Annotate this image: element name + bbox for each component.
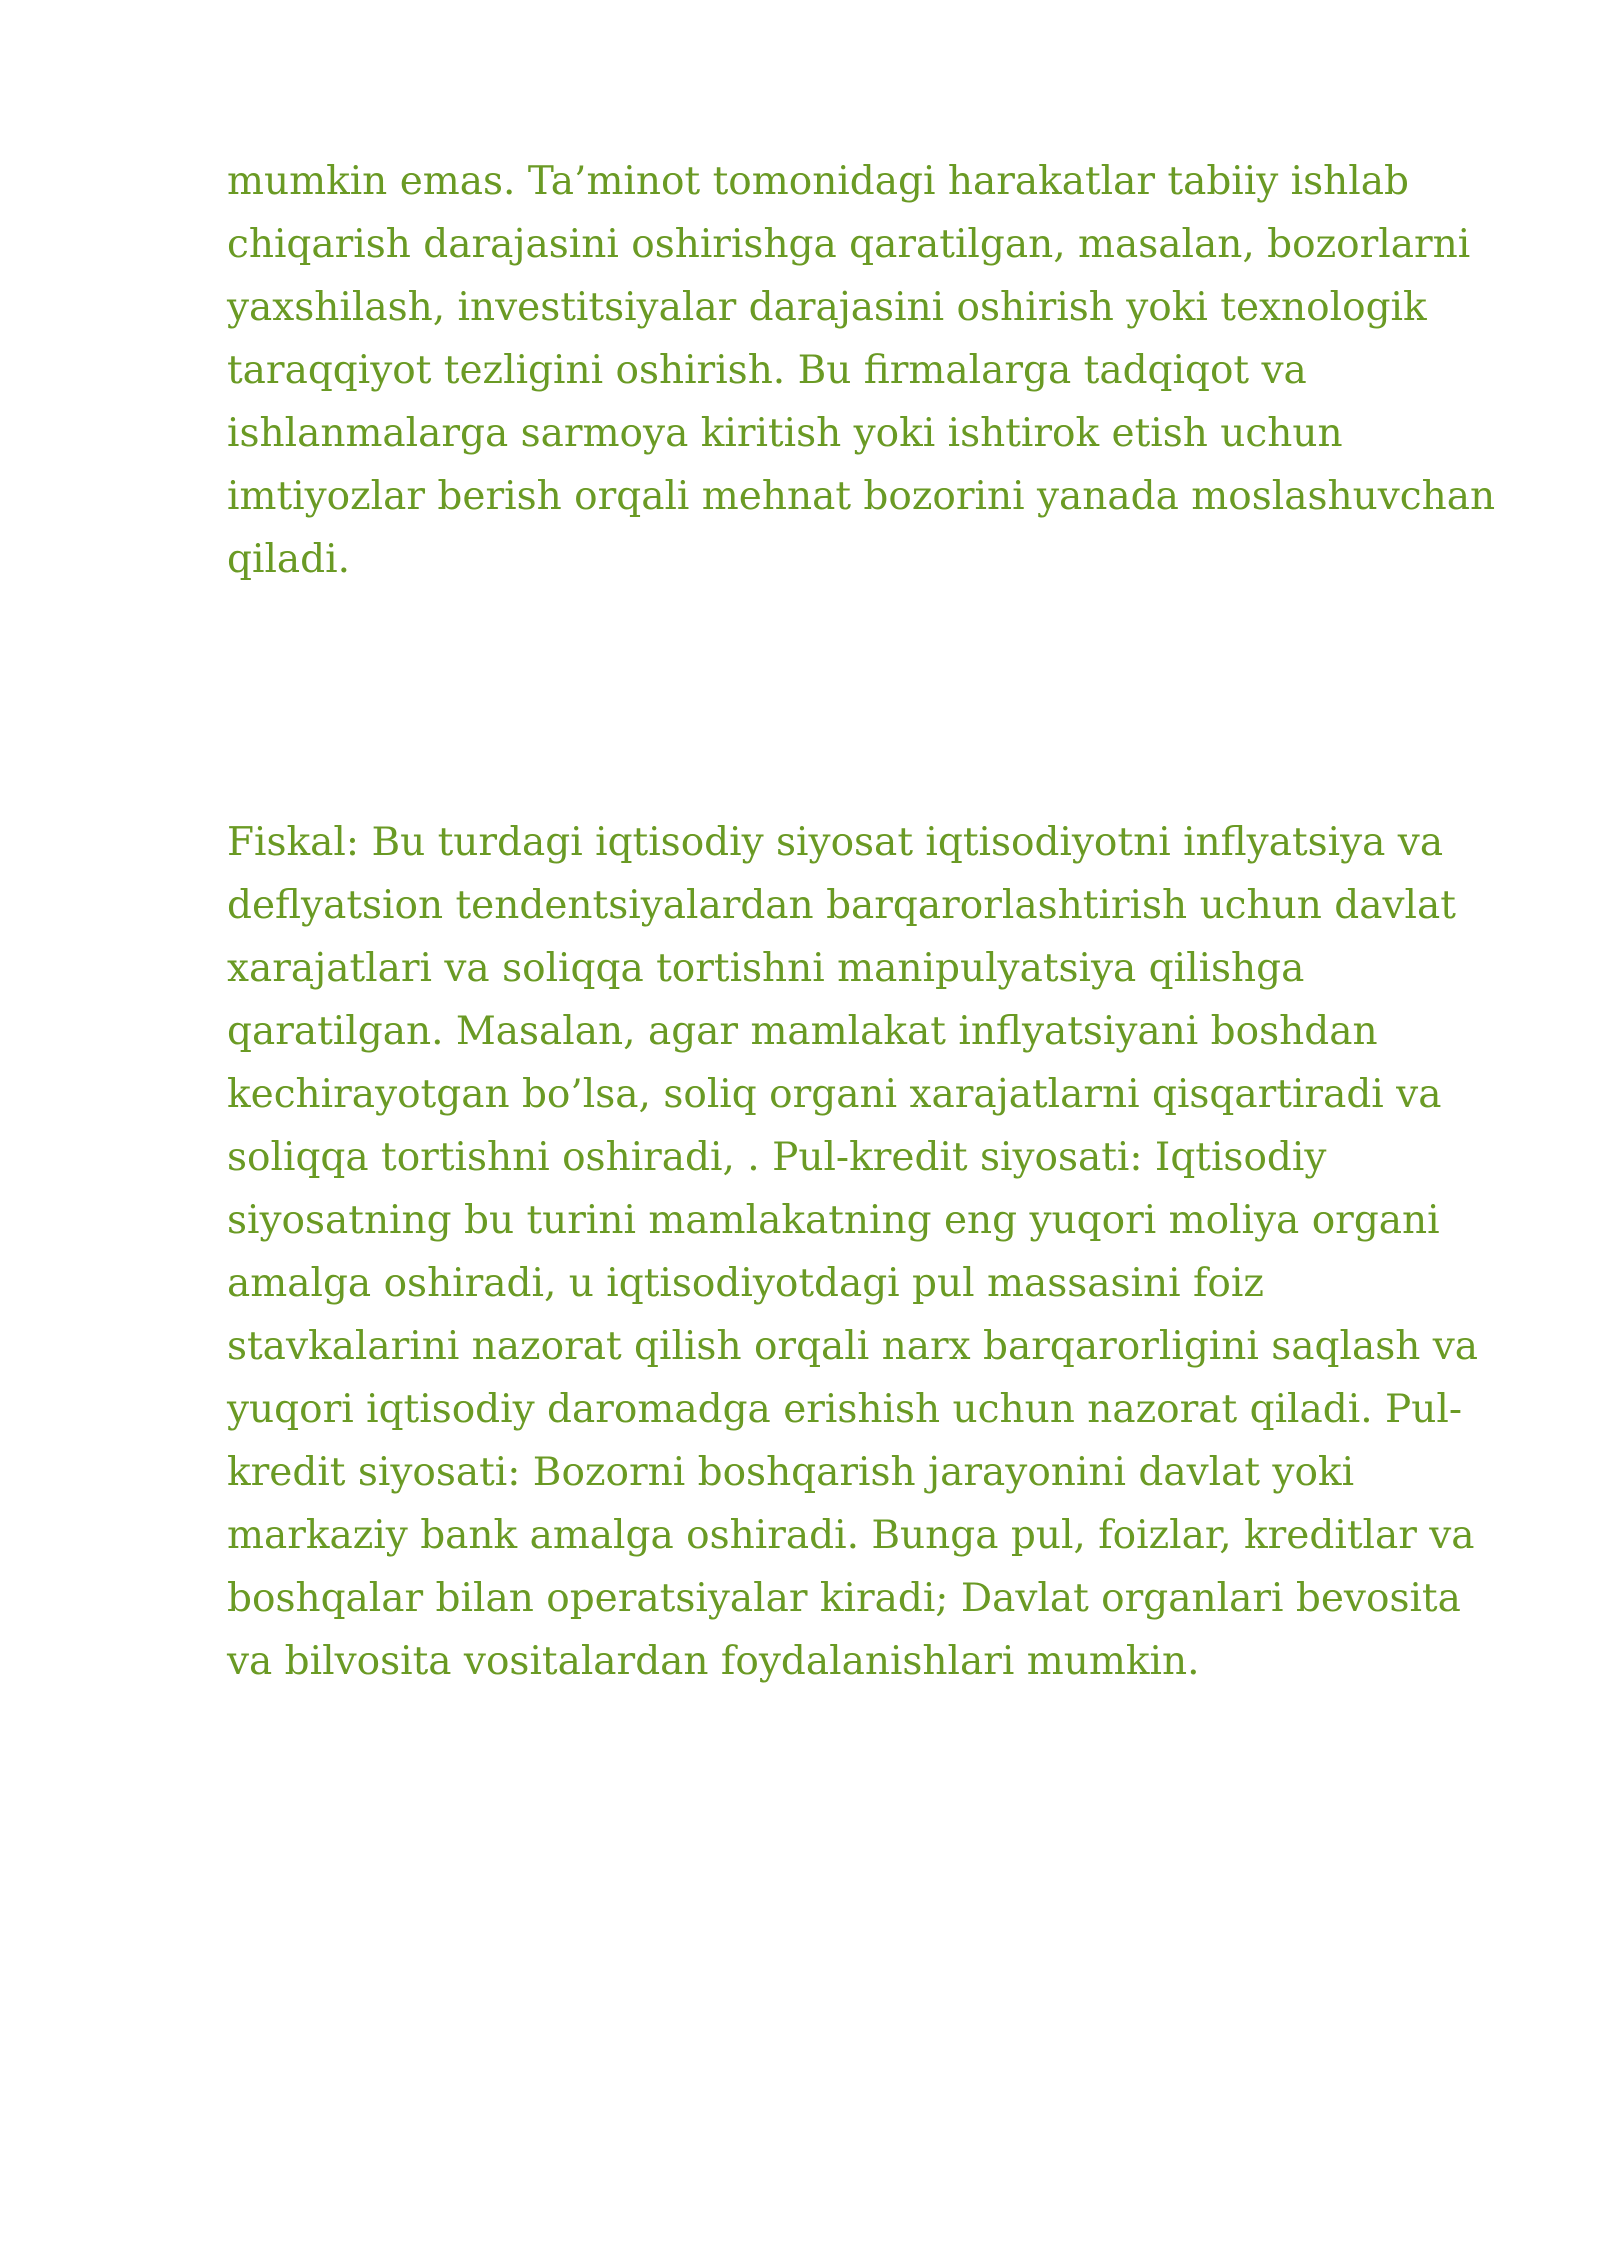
- paragraph-fiscal-monetary: Fiskal: Bu turdagi iqtisodiy siyosat iqtisodiyotni inflyatsiya va deflyatsion tendentsiyalardan barqarorlashtirish uchun davlat xarajatlari va soliqqa tortishni manipulyatsiya qilishga qaratilgan. Masalan, agar mamlakat inflyatsiyani boshdan kechirayotgan bo’lsa, soliq organi xarajatlarni qisqartiradi va soliqqa tortishni oshiradi, . Pul-kredit siyosati: Iqtisodiy siyosatning bu turini mamlakatning eng yuqori moliya organi amalga oshiradi, u iqtisodiyotdagi pul massasini foiz stavkalarini nazorat qilish orqali narx barqarorligini saqlash va yuqori iqtisodiy daromadga erishish uchun nazorat qiladi. Pul-kredit siyosati: Bozorni boshqarish jarayonini davlat yoki markaziy bank amalga oshiradi. Bunga pul, foizlar, kreditlar va boshqalar bilan operatsiyalar kiradi; Davlat organlari bevosita va bilvosita vositalardan foydalanishlari mumkin.: [227, 820, 1479, 1684]
- paragraph-supply-side: mumkin emas. Ta’minot tomonidagi harakatlar tabiiy ishlab chiqarish darajasini oshirishga qaratilgan, masalan, bozorlarni yaxshilash, investitsiyalar darajasini oshirish yoki texnologik taraqqiyot tezligini oshirish. Bu firmalarga tadqiqot va ishlanmalarga sarmoya kiritish yoki ishtirok etish uchun imtiyozlar berish orqali mehnat bozorini yanada moslashuvchan qiladi.: [227, 159, 1496, 582]
